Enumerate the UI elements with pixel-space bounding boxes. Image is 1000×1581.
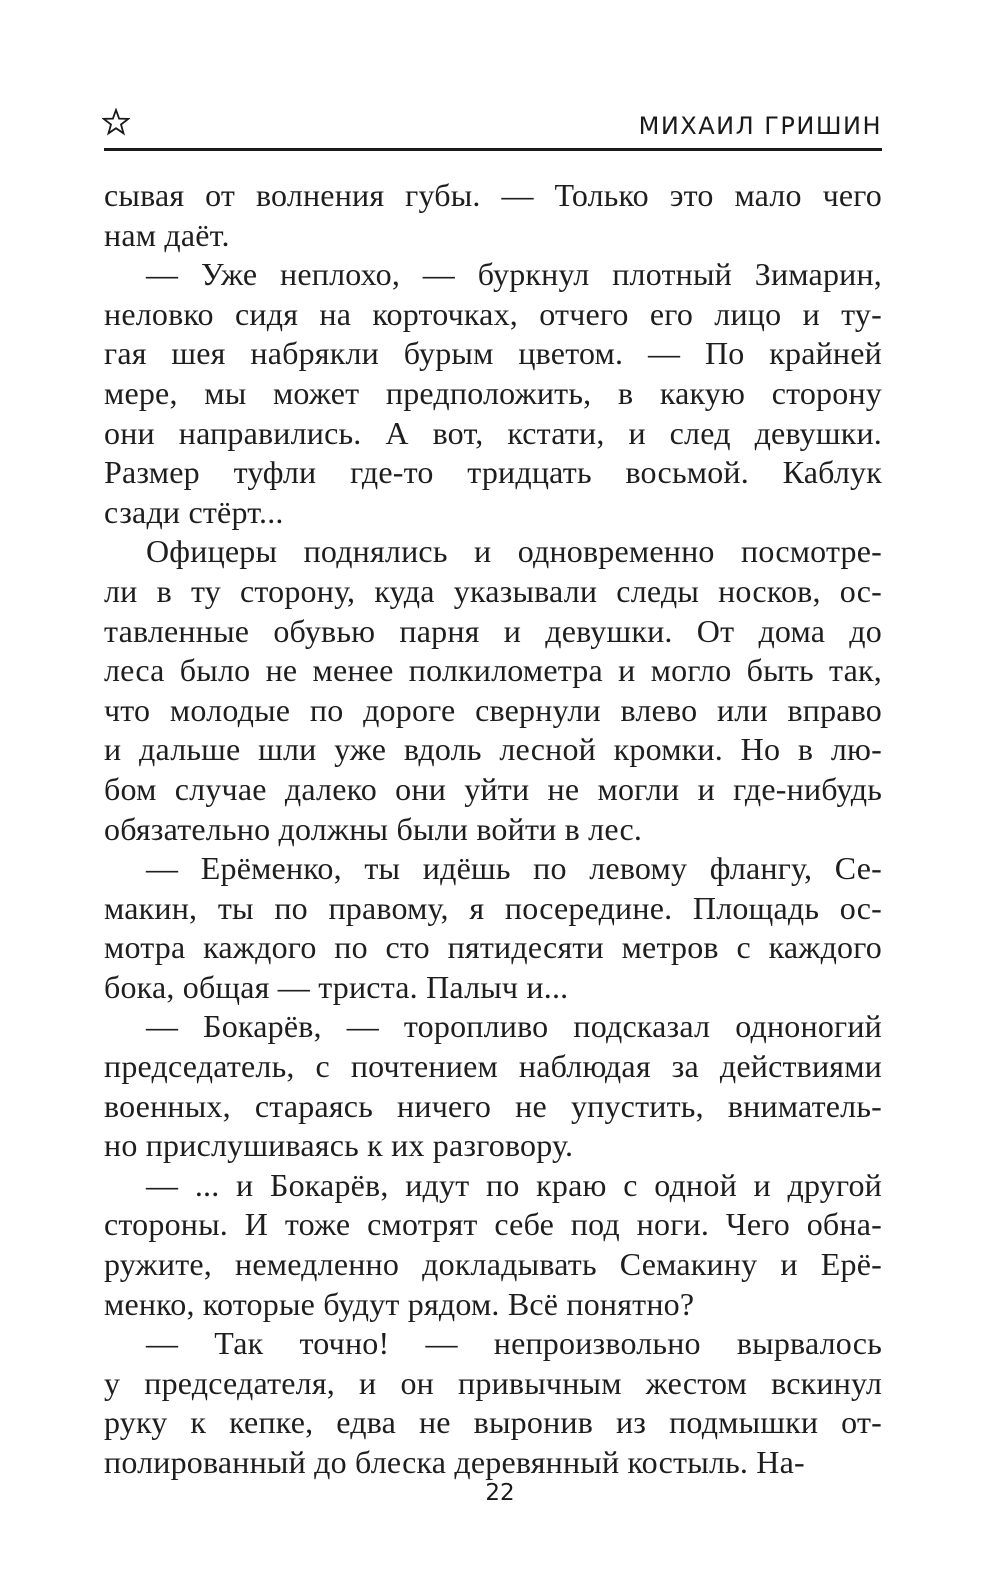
- text-line: Офицеры поднялись и одновременно посмотре-: [146, 533, 882, 570]
- running-head-author: МИХАИЛ ГРИШИН: [638, 112, 882, 140]
- paragraph: [104, 1007, 882, 1165]
- text-line: сывая от волнения губы. — Только это мало чего: [104, 177, 882, 213]
- text-line: ли в ту сторону, куда указывали следы носков, ос-: [104, 572, 882, 609]
- text-line: бом случае далеко они уйти не могли и где-нибудь: [104, 770, 882, 807]
- text-line: ружите, немедленно докладывать Семакину и Ерё-: [104, 1246, 882, 1283]
- paragraph: [104, 849, 882, 1007]
- text-line: Размер туфли где-то тридцать восьмой. Каблук: [104, 454, 882, 491]
- text-line: полированный до блеска деревянный костыль. На-: [104, 1444, 805, 1480]
- text-line: макин, ты по правому, я посередине. Площадь ос-: [104, 889, 882, 926]
- page-number: 22: [485, 1480, 515, 1506]
- text-line: стороны. И тоже смотрят себе под ноги. Чего обна-: [104, 1206, 882, 1243]
- text-line: но прислушиваясь к их разговору.: [104, 1127, 574, 1164]
- text-line: — Бокарёв, — торопливо подсказал одноногий: [146, 1008, 882, 1045]
- text-line: что молодые по дороге свернули влево или вправо: [104, 691, 882, 728]
- running-header: [104, 104, 882, 151]
- text-line: руку к кепке, едва не выронив из подмышки от-: [104, 1404, 882, 1441]
- text-line: гая шея набрякли бурым цветом. — По крайней: [104, 335, 882, 372]
- paragraph: [104, 532, 882, 849]
- text-line: неловко сидя на корточках, отчего его лицо и ту-: [104, 295, 882, 332]
- text-line: — Ерёменко, ты идёшь по левому флангу, Се-: [146, 850, 882, 887]
- body-text: [104, 176, 882, 1483]
- text-line: — Так точно! — непроизвольно вырвалось: [146, 1325, 882, 1362]
- star-outline-icon: [102, 108, 130, 136]
- text-line: — Уже неплохо, — буркнул плотный Зимарин,: [146, 256, 882, 293]
- text-line: военных, стараясь ничего не упустить, вниматель-: [104, 1087, 882, 1124]
- text-line: тавленные обувью парня и девушки. От дома до: [104, 612, 882, 649]
- text-line: обязательно должны были войти в лес.: [104, 810, 643, 847]
- text-line: бока, общая — триста. Палыч и...: [104, 968, 569, 1005]
- text-line: председатель, с почтением наблюдая за действиями: [104, 1048, 882, 1085]
- text-line: у председателя, и он привычным жестом вскинул: [104, 1364, 882, 1401]
- paragraph: [104, 255, 882, 532]
- text-line: нам даёт.: [104, 216, 230, 253]
- text-line: леса было не менее полкилометра и могло быть так,: [104, 652, 882, 689]
- text-line: менко, которые будут рядом. Всё понятно?: [104, 1285, 695, 1322]
- text-line: мере, мы может предположить, в какую сторону: [104, 374, 882, 411]
- paragraph: [104, 1166, 882, 1324]
- text-line: мотра каждого по сто пятидесяти метров с каждого: [104, 929, 882, 966]
- paragraph: [104, 176, 882, 255]
- text-line: и дальше шли уже вдоль лесной кромки. Но в лю-: [104, 731, 882, 768]
- paragraph: [104, 1324, 882, 1482]
- text-line: — ... и Бокарёв, идут по краю с одной и другой: [146, 1166, 882, 1203]
- text-line: сзади стёрт...: [104, 493, 284, 530]
- text-line: они направились. А вот, кстати, и след девушки.: [104, 414, 882, 451]
